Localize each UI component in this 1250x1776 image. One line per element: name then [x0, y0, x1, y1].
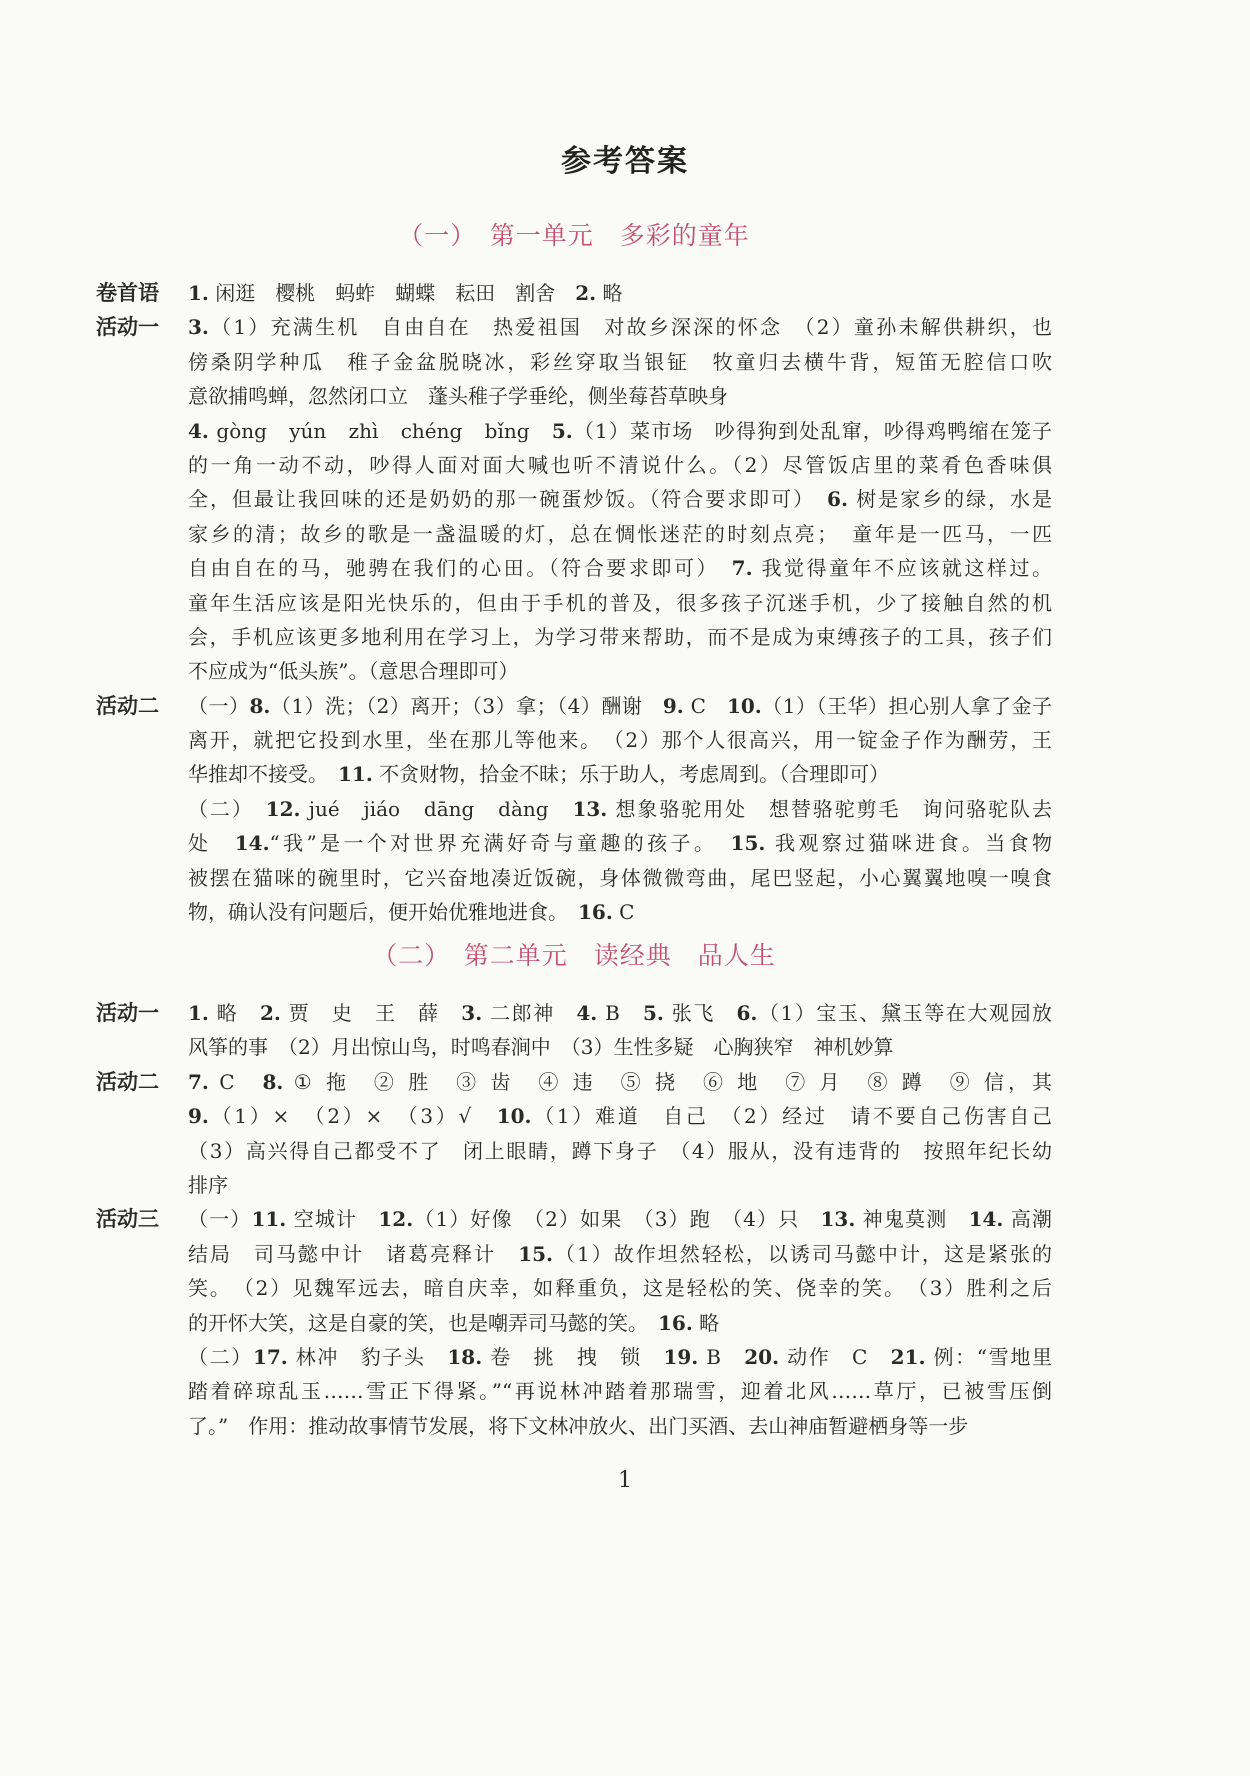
section-unit-1	[96, 210, 1052, 929]
answer-line: （二） 12. jué jiáo dāng dàng 13. 想象骆驼用处 想替骆驼剪毛 询问骆驼队去	[188, 796, 1052, 821]
activity-label: 活动一	[96, 315, 159, 340]
answer-line: （一）8.（1）洗；（2）离开；（3）拿；（4）酬谢 9. C 10.（1）（王华）担心别人拿了金子	[188, 693, 1052, 718]
activity-label: 活动二	[96, 693, 159, 718]
answer-line: 的开怀大笑，这是自豪的笑，也是嘲弄司马懿的笑。 16. 略	[188, 1310, 720, 1335]
answer-line: 踏着碎琼乱玉……雪正下得紧。”“再说林冲踏着那瑞雪，迎着北风……草厅，已被雪压倒	[188, 1379, 1052, 1404]
answer-line: 家乡的清；故乡的歌是一盏温暖的灯，总在惆怅迷茫的时刻点亮； 童年是一匹马，一匹	[188, 521, 1052, 546]
answer-line: 9.（1）× （2）× （3）√ 10.（1）难道 自己 （2）经过 请不要自己伤害自己	[188, 1104, 1052, 1129]
answer-line: 排序	[188, 1172, 228, 1197]
section-unit-2	[96, 930, 1052, 1443]
answer-line: 自由自在的马，驰骋在我们的心田。（符合要求即可） 7. 我觉得童年不应该就这样过。	[188, 556, 1052, 581]
activity-label: 活动一	[96, 1001, 159, 1025]
page-number: 1	[618, 1468, 632, 1493]
answer-block	[96, 996, 1052, 1065]
answer-paragraph	[188, 689, 1052, 792]
answer-line: 意欲捕鸣蝉，忽然闭口立 蓬头稚子学垂纶，侧坐莓苔草映身	[188, 384, 728, 409]
answer-line: 物，确认没有问题后，便开始优雅地进食。 16. C	[188, 900, 635, 925]
answer-line: 傍桑阴学种瓜 稚子金盆脱晓冰，彩丝穿取当银钲 牧童归去横牛背，短笛无腔信口吹	[188, 349, 1052, 374]
answer-line: 笑。 （2）见魏军远去，暗自庆幸，如释重负，这是轻松的笑、侥幸的笑。 （3）胜利之后	[188, 1276, 1052, 1301]
answer-line: 处 14.“我”是一个对世界充满好奇与童趣的孩子。 15. 我观察过猫咪进食。当食物	[188, 831, 1052, 856]
section-heading: （一） 第一单元 多彩的童年	[398, 221, 750, 250]
answer-block	[96, 310, 1052, 688]
answer-paragraph	[188, 414, 1052, 689]
answer-line: （二）17. 林冲 豹子头 18. 卷 挑 拽 锁 19. B 20. 动作 C 21. 例：“雪地里	[188, 1344, 1052, 1369]
answer-line: （3）高兴得自己都受不了 闭上眼睛，蹲下身子 （4）服从，没有违背的 按照年纪长幼	[188, 1138, 1052, 1163]
answer-paragraph	[188, 1065, 1052, 1203]
answer-line: （一）11. 空城计 12.（1）好像 （2）如果 （3）跑 （4）只 13. 神鬼莫测 14. 高潮	[188, 1207, 1052, 1232]
answer-block	[96, 1065, 1052, 1203]
activity-label: 卷首语	[96, 281, 159, 305]
answer-line: 离开，就把它投到水里，坐在那儿等他来。 （2）那个人很高兴，用一锭金子作为酬劳，王	[188, 728, 1052, 753]
answer-paragraph	[188, 996, 1052, 1065]
answer-line: 全，但最让我回味的还是奶奶的那一碗蛋炒饭。（符合要求即可） 6. 树是家乡的绿，水是	[188, 487, 1052, 512]
section-heading: （二） 第二单元 读经典 品人生	[372, 941, 776, 970]
answer-paragraph	[188, 1340, 1052, 1443]
answer-line: 3.（1）充满生机 自由自在 热爱祖国 对故乡深深的怀念 （2）童孙未解供耕织，也	[188, 315, 1052, 340]
answer-paragraph	[188, 310, 1052, 413]
answer-line: 4. gòng yún zhì chéng bǐng 5.（1）菜市场 吵得狗到处乱窜，吵得鸡鸭缩在笼子	[188, 418, 1052, 443]
answer-line: 了。” 作用：推动故事情节发展，将下文林冲放火、出门买酒、去山神庙暂避栖身等一步	[188, 1413, 969, 1438]
answer-paragraph	[188, 276, 1052, 310]
answer-line: 不应成为“低头族”。（意思合理即可）	[188, 659, 519, 684]
answer-line: 风筝的事 （2）月出惊山鸟，时鸣春涧中 （3）生性多疑 心胸狭窄 神机妙算	[188, 1035, 894, 1060]
answer-line: 童年生活应该是阳光快乐的，但由于手机的普及，很多孩子沉迷手机，少了接触自然的机	[188, 590, 1052, 615]
answer-paragraph	[188, 1202, 1052, 1340]
answer-line: 结局 司马懿中计 诸葛亮释计 15.（1）故作坦然轻松，以诱司马懿中计，这是紧张的	[188, 1241, 1052, 1266]
answer-line: 的一角一动不动，吵得人面对面大喊也听不清说什么。（2）尽管饭店里的菜肴色香味俱	[188, 452, 1052, 477]
answer-line: 被摆在猫咪的碗里时，它兴奋地凑近饭碗，身体微微弯曲，尾巴竖起，小心翼翼地嗅一嗅食	[188, 865, 1052, 890]
answer-block	[96, 689, 1052, 930]
activity-label: 活动二	[96, 1069, 159, 1094]
answer-line: 7. C 8. ① 拖 ② 胜 ③ 齿 ④ 违 ⑤ 挠 ⑥ 地 ⑦ 月 ⑧ 蹲 ⑨ 信，其	[188, 1069, 1052, 1094]
activity-label: 活动三	[96, 1207, 159, 1232]
answer-line: 1. 略 2. 贾 史 王 薛 3. 二郎神 4. B 5. 张飞 6.（1）宝玉、黛玉等在大观园放	[188, 1001, 1052, 1025]
answer-line: 华推却不接受。 11. 不贪财物，拾金不昧；乐于助人，考虑周到。（合理即可）	[188, 762, 890, 787]
answer-paragraph	[188, 792, 1052, 930]
page-title: 参考答案	[561, 144, 689, 179]
answer-block	[96, 1202, 1052, 1443]
answer-block	[96, 276, 1052, 310]
answer-line: 1. 闲逛 樱桃 蚂蚱 蝴蝶 耘田 割舍 2. 略	[188, 281, 623, 305]
answer-line: 会，手机应该更多地利用在学习上，为学习带来帮助，而不是成为束缚孩子的工具，孩子们	[188, 624, 1052, 649]
